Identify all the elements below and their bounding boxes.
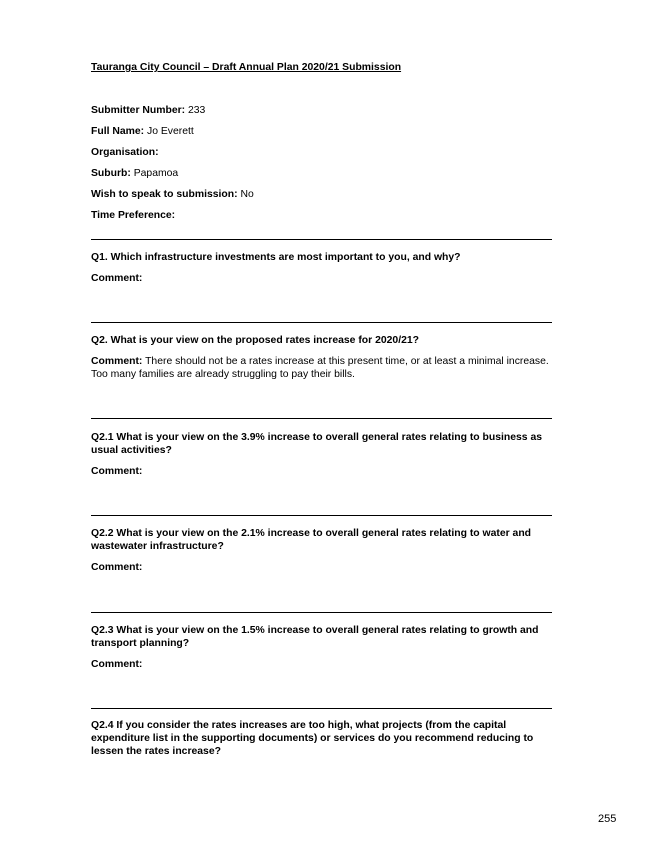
document-title: Tauranga City Council – Draft Annual Plan 2020/21 Submission — [91, 62, 402, 73]
time-preference: Time Preference: — [91, 210, 176, 221]
comment-q2-2: Comment: — [91, 562, 143, 573]
divider — [91, 322, 552, 323]
divider — [91, 612, 552, 613]
comment-q2-3: Comment: — [91, 659, 143, 670]
comment-q2: Comment: There should not be a rates increase at this present time, or at least a minimal increase. Too many families are already struggling to pay their bills. — [91, 356, 549, 380]
suburb: Suburb: Papamoa — [91, 168, 179, 179]
divider — [91, 418, 552, 419]
submitter-number: Submitter Number: 233 — [91, 105, 206, 116]
page-number: 255 — [598, 813, 617, 825]
wish-to-speak: Wish to speak to submission: No — [91, 189, 254, 200]
divider — [91, 515, 552, 516]
divider — [91, 239, 552, 240]
full-name: Full Name: Jo Everett — [91, 126, 194, 137]
organisation: Organisation: — [91, 147, 159, 158]
comment-q1: Comment: — [91, 273, 143, 284]
divider — [91, 708, 552, 709]
question-q2-2: Q2.2 What is your view on the 2.1% increase to overall general rates relating to water and wastewater infrastructure? — [91, 528, 532, 552]
comment-q2-1: Comment: — [91, 466, 143, 477]
question-q1: Q1. Which infrastructure investments are most important to you, and why? — [91, 252, 461, 263]
question-q2-3: Q2.3 What is your view on the 1.5% increase to overall general rates relating to growth and transport planning? — [91, 625, 539, 649]
question-q2-4: Q2.4 If you consider the rates increases are too high, what projects (from the capital expenditure list in the supporting documents) or services do you recommend reducing to lessen the rates increase? — [91, 720, 534, 757]
question-q2-1: Q2.1 What is your view on the 3.9% increase to overall general rates relating to business as usual activities? — [91, 432, 542, 456]
question-q2: Q2. What is your view on the proposed rates increase for 2020/21? — [91, 335, 419, 346]
